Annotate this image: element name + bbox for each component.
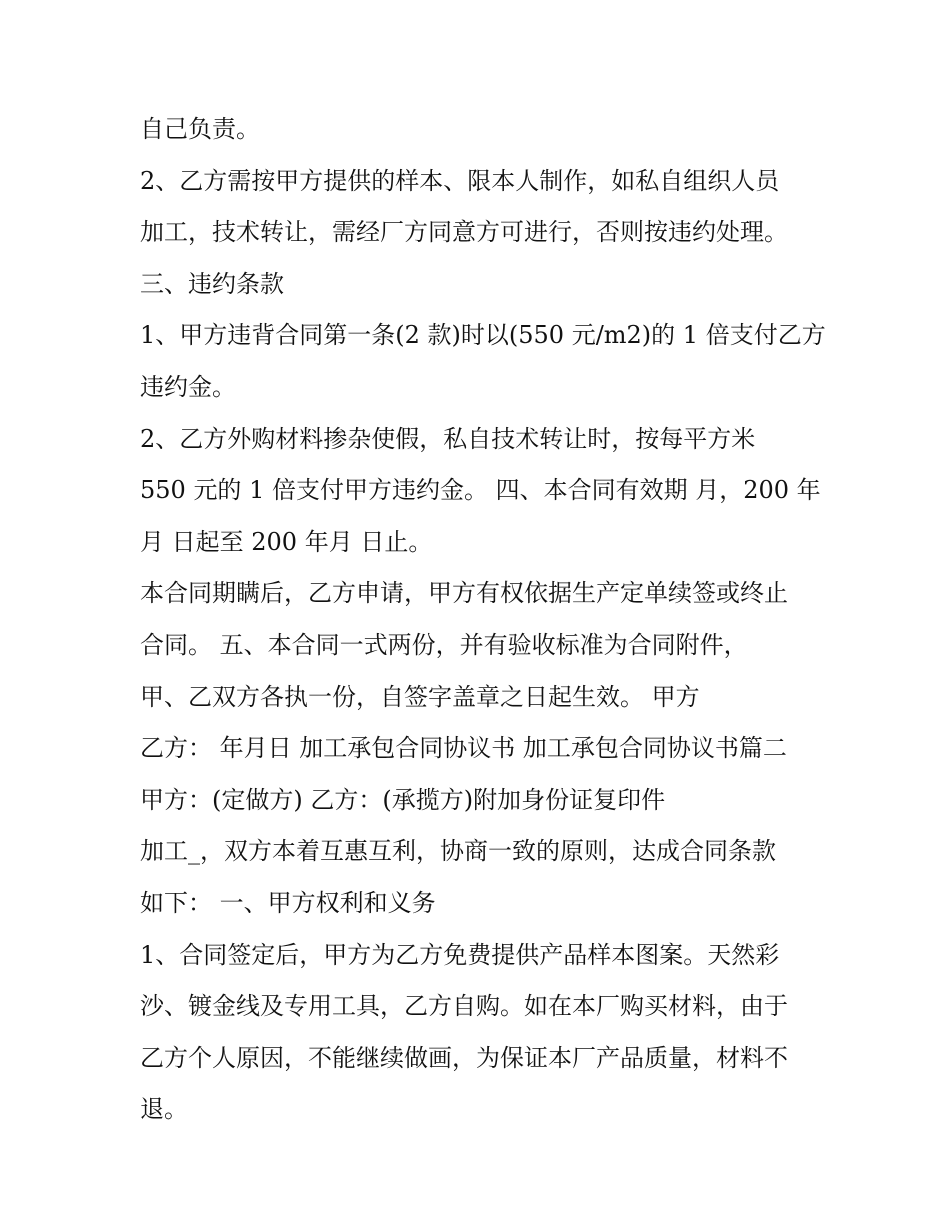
text-line: 如下： 一、甲方权利和义务 (140, 888, 436, 917)
text-line: 加工，技术转让，需经厂方同意方可进行，否则按违约处理。 (140, 218, 788, 247)
text-line: 甲、乙双方各执一份，自签字盖章之日起生效。 甲方 (140, 682, 700, 711)
text-line: 违约金。 (140, 372, 236, 401)
section-heading: 三、违约条款 (140, 269, 284, 298)
contract-text-body (140, 104, 830, 1136)
text-line: 退。 (140, 1095, 188, 1124)
text-line: 550 元的 1 倍支付甲方违约金。 四、本合同有效期 月，200 年 (140, 476, 821, 505)
text-line: 1、合同签定后，甲方为乙方免费提供产品样本图案。天然彩 (140, 940, 780, 969)
text-line: 合同。 五、本合同一式两份，并有验收标准为合同附件， (140, 630, 748, 659)
text-line: 本合同期瞒后，乙方申请，甲方有权依据生产定单续签或终止 (140, 579, 788, 608)
text-line: 1、甲方违背合同第一条(2 款)时以(550 元/m2)的 1 倍支付乙方 (140, 321, 826, 350)
text-line: 乙方个人原因，不能继续做画，为保证本厂产品质量，材料不 (140, 1043, 788, 1072)
text-line: 月 日起至 200 年月 日止。 (140, 527, 433, 556)
text-line: 加工_，双方本着互惠互利，协商一致的原则，达成合同条款 (140, 837, 776, 866)
text-line: 沙、镀金线及专用工具，乙方自购。如在本厂购买材料，由于 (140, 992, 788, 1021)
text-line: 2、乙方需按甲方提供的样本、限本人制作，如私自组织人员 (140, 166, 780, 195)
text-line: 2、乙方外购材料掺杂使假，私自技术转让时，按每平方米 (140, 424, 756, 453)
text-line: 甲方：(定做方) 乙方：(承揽方)附加身份证复印件 (140, 785, 666, 814)
text-line: 自己负责。 (140, 115, 260, 143)
text-line: 乙方： 年月日 加工承包合同协议书 加工承包合同协议书篇二 (140, 734, 787, 763)
